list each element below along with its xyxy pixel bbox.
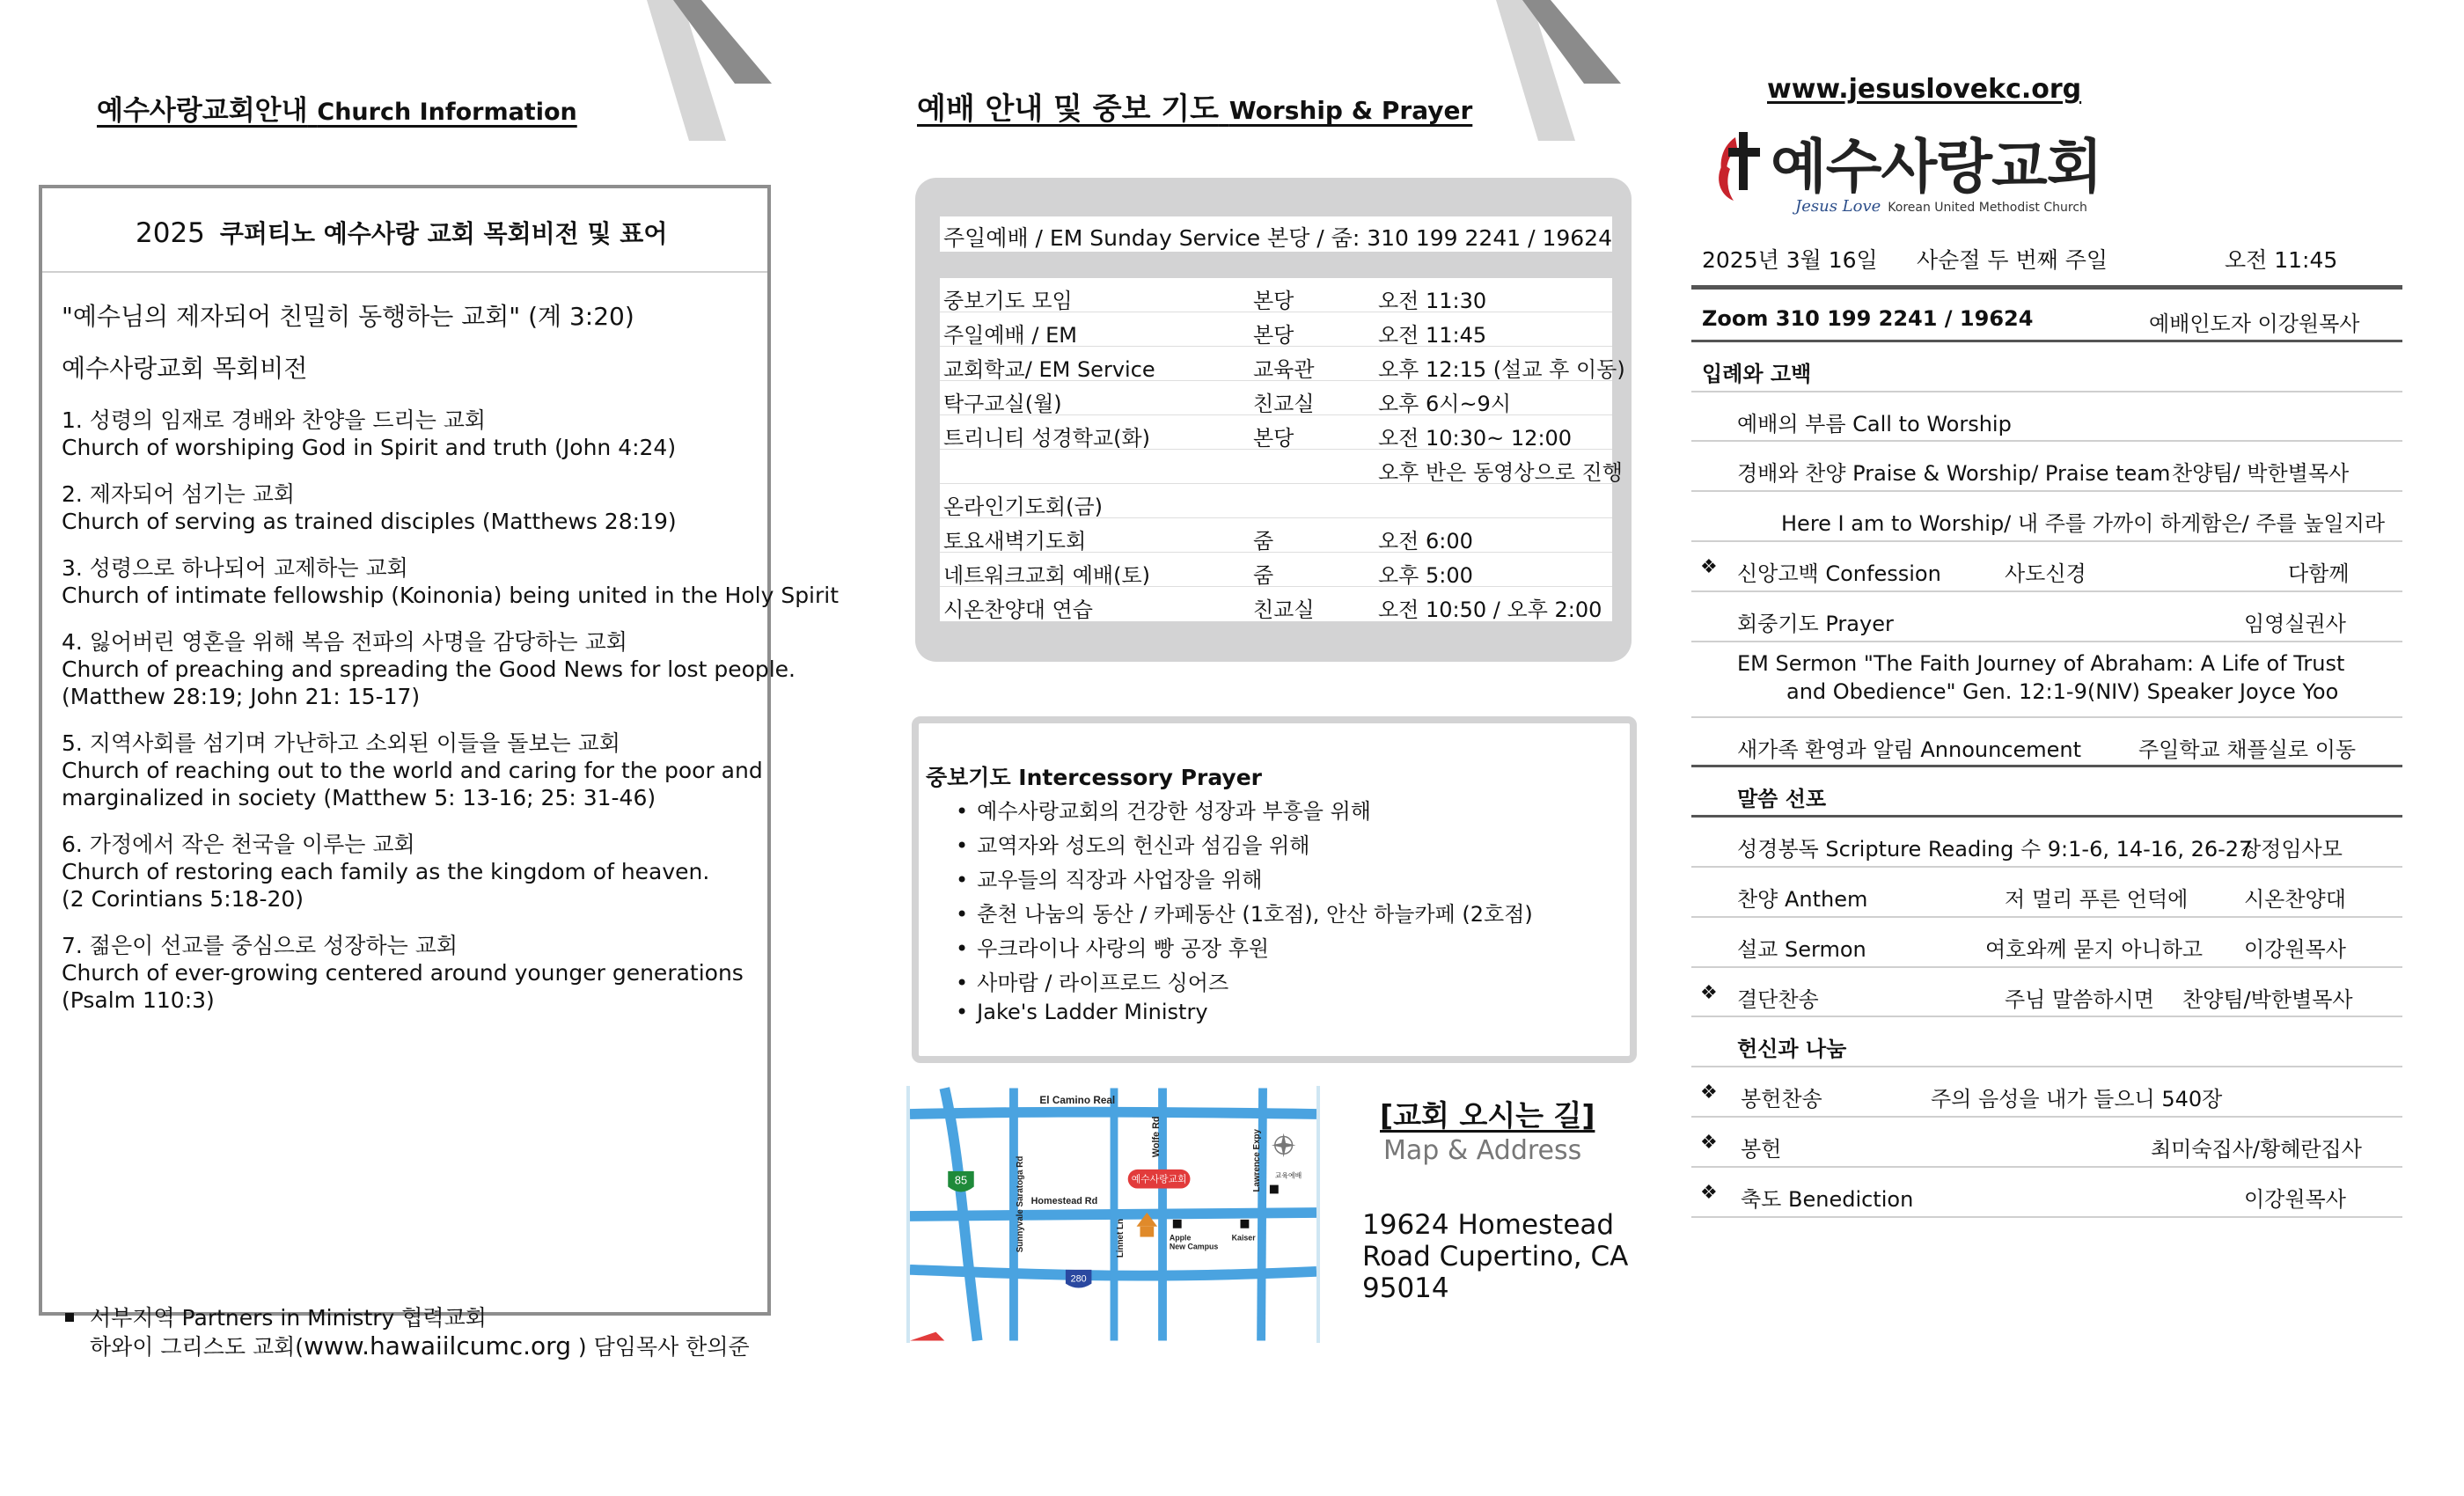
church-info-title-ko: 예수사랑교회안내 [97, 95, 308, 127]
church-logo-subtitle [1795, 197, 2087, 216]
address-line: 95014 [1362, 1272, 1449, 1304]
schedule-place: 본당 [1253, 323, 1294, 348]
worship-title-ko: 예배 안내 및 중보 기도 [917, 92, 1219, 127]
church-info-title [97, 88, 577, 128]
vision-subtitle: 예수사랑교회 목회비전 [62, 354, 308, 383]
schedule-name: 네트워크교회 예배(토) [943, 563, 1151, 588]
schedule-row [940, 553, 1612, 587]
vision-item-en: Church of reaching out to the world and caring for the poor and [62, 758, 763, 783]
order-item [1691, 542, 2402, 592]
label-wolfe: Wolfe Rd [1151, 1116, 1162, 1158]
schedule-name: 시온찬양대 연습 [943, 598, 1093, 622]
order-item-leader: 이강원목사 [2244, 1186, 2346, 1212]
schedule-time: 오전 11:45 [1378, 323, 1487, 348]
order-item [1691, 818, 2402, 868]
em-sermon-line1: EM Sermon "The Faith Journey of Abraham: A Life of Trust [1737, 650, 2345, 676]
schedule-place: 본당 [1253, 426, 1294, 451]
hwy-280-label: 280 [1070, 1273, 1087, 1285]
schedule-row [940, 381, 1612, 415]
prayer-item: • 사마람 / 라이프로드 싱어즈 [956, 965, 1533, 1000]
hwy-85-label: 85 [954, 1173, 968, 1187]
zoom-row [1691, 292, 2402, 342]
zoom-info: Zoom 310 199 2241 / 19624 [1702, 306, 2034, 331]
hwy-280-shield [1066, 1270, 1091, 1288]
order-item [1691, 492, 2402, 542]
vision-item-en: Church of worshiping God in Spirit and truth (John 4:24) [62, 435, 677, 460]
schedule-place: 친교실 [1253, 392, 1315, 416]
vision-item-en: (Psalm 110:3) [62, 987, 215, 1013]
order-item-title: 회중기도 Prayer [1737, 611, 1894, 636]
order-item-title: 성경봉독 Scripture Reading 수 9:1-6, 14-16, 26-27 [1737, 837, 2253, 862]
service-time: 오전 11:45 [2225, 247, 2338, 273]
diamond-bullet-icon: ❖ [1700, 1131, 1718, 1154]
prayer-item: • 교우들의 직장과 사업장을 위해 [956, 862, 1533, 897]
order-item-title: 새가족 환영과 알림 Announcement [1737, 737, 2082, 762]
label-linnet: Linnet Ln [1115, 1218, 1126, 1258]
order-item-leader: 이강원목사 [2244, 936, 2346, 962]
order-item [1691, 642, 2402, 718]
vision-item-en: (2 Corintians 5:18-20) [62, 886, 304, 912]
order-item-detail: 저 멀리 푸른 언덕에 [2005, 886, 2189, 912]
schedule-time: 오후 6시~9시 [1378, 392, 1512, 416]
diamond-bullet-icon: ❖ [1700, 1181, 1718, 1204]
vision-item-ko: 1. 성령의 임재로 경배와 찬양을 드리는 교회 [62, 407, 487, 433]
order-item [1691, 1168, 2402, 1218]
school-marker [1270, 1185, 1279, 1194]
vision-heading-text: 쿠퍼티노 예수사랑 교회 목회비전 및 표어 [219, 219, 668, 248]
order-item [1691, 392, 2402, 443]
vision-item [62, 554, 840, 609]
order-of-worship [1691, 292, 2402, 1218]
order-item-detail: 사도신경 [2005, 561, 2086, 586]
decorative-slash [1496, 0, 1628, 141]
church-marker-label: 예수사랑교회 [1131, 1173, 1187, 1185]
schedule-time: 오후 12:15 (설교 후 이동) [1378, 357, 1625, 382]
order-item-leader: 다함께 [2288, 561, 2350, 586]
order-item [1691, 868, 2402, 918]
vision-item-ko: 2. 제자되어 섬기는 교회 [62, 481, 296, 507]
vision-item-en: Church of serving as trained disciples (Matthews 28:19) [62, 509, 677, 534]
schedule-name: 주일예배 / EM [943, 323, 1077, 348]
service-date-row [1702, 243, 2406, 285]
partners-section [65, 1304, 750, 1361]
road-lawrence [1261, 1088, 1263, 1340]
order-item-detail: 여호와께 묻지 아니하고 [1985, 936, 2204, 962]
label-lawrence: Lawrence Expy [1252, 1128, 1263, 1192]
order-item [1691, 968, 2402, 1018]
order-item-title: 신앙고백 Confession [1737, 561, 1941, 586]
order-item-leader: 찬양팀/박한별목사 [2182, 986, 2353, 1012]
intercessory-prayer-panel [912, 716, 1637, 1063]
vision-item [62, 407, 766, 461]
prayer-item: • Jake's Ladder Ministry [956, 1000, 1533, 1034]
order-item-detail: 주님 말씀하시면 [2005, 986, 2154, 1012]
vision-year: 2025 [136, 217, 205, 249]
diamond-bullet-icon: ❖ [1700, 981, 1718, 1004]
partners-link[interactable]: www.hawaiilcumc.org [304, 1331, 571, 1360]
schedule-table [940, 278, 1625, 622]
section-title: 헌신과 나눔 [1737, 1037, 1847, 1062]
vision-item-ko: 6. 가정에서 작은 천국을 이루는 교회 [62, 832, 415, 857]
order-item-title: 설교 Sermon [1737, 936, 1866, 962]
partners-church: 하와이 그리스도 교회( [90, 1334, 304, 1360]
vision-item-en: Church of preaching and spreading the Good News for lost people. [62, 656, 796, 682]
order-item-leader: 임영실권사 [2244, 611, 2346, 636]
vision-item-ko: 3. 성령으로 하나되어 교제하는 교회 [62, 555, 408, 581]
vision-panel [39, 185, 840, 1360]
order-item-note: 주일학교 채플실로 이동 [2138, 737, 2357, 762]
schedule-place: 친교실 [1253, 598, 1315, 622]
schedule-name: 중보기도 모임 [943, 289, 1073, 313]
vision-heading [42, 188, 767, 273]
label-homestead: Homestead Rd [1030, 1196, 1098, 1207]
schedule-row [940, 312, 1612, 347]
apple-marker [1173, 1220, 1182, 1228]
schedule-name: 탁구교실(월) [943, 392, 1062, 416]
church-info-title-en: Church Information [317, 99, 577, 126]
vision-item [62, 480, 766, 535]
schedule-row [940, 278, 1612, 312]
prayer-item: • 예수사랑교회의 건강한 성장과 부흥을 위해 [956, 794, 1533, 828]
vision-item-en: Church of ever-growing centered around younger generations [62, 960, 744, 986]
order-item-title: 축도 Benediction [1741, 1186, 1914, 1212]
schedule-time: 오전 10:30~ 12:00 [1378, 426, 1573, 451]
schedule-place: 본당 [1253, 289, 1294, 313]
church-address [1362, 1209, 1653, 1304]
schedule-time: 오전 11:30 [1378, 289, 1487, 313]
label-school: 교육예배 [1274, 1171, 1302, 1180]
schedule-row [940, 484, 1612, 518]
divider [1691, 285, 2402, 290]
partners-pastor: ) 담임목사 한의준 [570, 1334, 750, 1360]
map-title: [교회 오시는 길] [1380, 1098, 1595, 1133]
section-title: 말씀 선포 [1737, 787, 1827, 812]
schedule-row [940, 518, 1612, 553]
label-el-camino: El Camino Real [1039, 1095, 1116, 1107]
order-item [1691, 592, 2402, 642]
kaiser-marker [1240, 1220, 1249, 1228]
worship-leader: 예배인도자 이강원목사 [2149, 312, 2360, 336]
service-date: 2025년 3월 16일 [1702, 247, 1878, 273]
address-line: Road Cupertino, CA [1362, 1241, 1629, 1272]
schedule-place: 줌 [1253, 529, 1274, 554]
vision-item [62, 932, 766, 1014]
vision-item-en: marginalized in society (Matthew 5: 13-16; 25: 31-46) [62, 785, 656, 810]
hwy-85-shield [948, 1171, 973, 1192]
order-item-title: 예배의 부름 Call to Worship [1737, 411, 2012, 436]
schedule-name: 교회학교/ EM Service [943, 357, 1155, 382]
vision-item-en: Church of restoring each family as the kingdom of heaven. [62, 859, 710, 884]
schedule-name: 온라인기도회(금) [943, 495, 1104, 519]
address-line: 19624 Homestead [1362, 1209, 1615, 1241]
liturgical-sunday: 사순절 두 번째 주일 [1917, 247, 2108, 273]
sunday-service-line: 주일예배 / EM Sunday Service 본당 / 줌: 310 199 2241 / 19624 [940, 216, 1612, 252]
order-item-title: 봉헌 [1741, 1136, 1782, 1162]
diamond-bullet-icon: ❖ [1700, 555, 1718, 578]
cross-flame-logo-icon [1711, 128, 1769, 208]
vision-item-ko: 7. 젊은이 선교를 중심으로 성장하는 교회 [62, 933, 458, 958]
section-heading [1691, 342, 2402, 392]
schedule-name: 토요새벽기도회 [943, 529, 1087, 554]
order-item-leader: 찬양팀/ 박한별목사 [2172, 461, 2350, 487]
vision-motto: "예수님의 제자되어 친밀히 동행하는 교회" (계 3:20) [62, 302, 634, 331]
order-item-leader: 시온찬양대 [2244, 886, 2346, 912]
schedule-row [940, 450, 1623, 485]
schedule-row [940, 347, 1625, 382]
label-apple-campus: New Campus [1169, 1242, 1219, 1251]
schedule-time: 오전 6:00 [1378, 529, 1473, 554]
vision-item [62, 730, 766, 811]
schedule-row [940, 415, 1612, 450]
schedule-name: 트리니티 성경학교(화) [943, 426, 1151, 451]
order-item-leader: 장정임사모 [2240, 837, 2343, 862]
prayer-item: • 우크라이나 사랑의 빵 공장 후원 [956, 931, 1533, 965]
order-item [1691, 1067, 2402, 1118]
vision-item-en: (Matthew 28:19; John 21: 15-17) [62, 684, 421, 709]
vision-item-ko: 5. 지역사회를 섬기며 가난하고 소외된 이들을 돌보는 교회 [62, 730, 620, 756]
prayer-item: • 교역자와 성도의 헌신과 섬김을 위해 [956, 828, 1533, 862]
order-item-title: 경배와 찬양 Praise & Worship/ Praise team [1737, 461, 2171, 487]
decorative-slash [647, 0, 779, 141]
section-heading [1691, 1017, 2402, 1067]
vision-item-en: Church of intimate fellowship (Koinonia) being united in the Holy Spirit [62, 583, 840, 608]
schedule-time: 오후 반은 동영상으로 진행 [1378, 460, 1623, 485]
prayer-title: 중보기도 Intercessory Prayer [926, 765, 1263, 790]
church-logo-text: 예수사랑교회 [1771, 133, 2102, 201]
partners-heading: 서부지역 Partners in Ministry 협력교회 [90, 1305, 487, 1331]
order-item-detail: 주의 음성을 내가 들으니 540장 [1931, 1087, 2223, 1112]
vision-item [62, 628, 796, 710]
schedule-time: 오전 10:50 / 오후 2:00 [1378, 598, 1602, 622]
vision-item [62, 831, 766, 913]
logo-english: Korean United Methodist Church [1888, 201, 2087, 215]
label-kaiser: Kaiser [1231, 1233, 1256, 1243]
location-map[interactable] [906, 1086, 1320, 1343]
worship-title-en: Worship & Prayer [1228, 96, 1473, 125]
order-item-title: 찬양 Anthem [1737, 886, 1868, 912]
schedule-time: 오후 5:00 [1378, 563, 1473, 588]
square-bullet-icon [65, 1313, 74, 1322]
schedule-row [940, 587, 1612, 621]
schedule-place: 줌 [1253, 563, 1274, 588]
order-item [1691, 918, 2402, 968]
order-item-songs: Here I am to Worship/ 내 주를 가까이 하게함은/ 주를 높일지라 [1781, 511, 2386, 537]
label-apple: Apple [1169, 1233, 1192, 1243]
order-item [1691, 718, 2402, 768]
prayer-list [956, 794, 1533, 1034]
order-item [1691, 1118, 2402, 1168]
schedule-panel [915, 178, 1632, 662]
vision-body [62, 302, 840, 1014]
prayer-item: • 춘천 나눔의 동산 / 카페동산 (1호점), 안산 하늘카페 (2호점) [956, 897, 1533, 931]
order-item-title: 봉헌찬송 [1741, 1087, 1822, 1112]
website-link[interactable]: www.jesuslovekc.org [1767, 74, 2082, 105]
vision-item-ko: 4. 잃어버린 영혼을 위해 복음 전파의 사명을 감당하는 교회 [62, 629, 627, 655]
schedule-place: 교육관 [1253, 357, 1315, 382]
order-item-leader: 최미숙집사/황혜란집사 [2151, 1136, 2362, 1162]
diamond-bullet-icon: ❖ [1700, 1082, 1718, 1104]
section-heading [1691, 767, 2402, 818]
em-sermon-line2: and Obedience" Gen. 12:1-9(NIV) Speaker Joyce Yoo [1786, 678, 2339, 704]
worship-prayer-title [917, 84, 1472, 128]
order-item-title: 결단찬송 [1737, 986, 1819, 1012]
logo-script: Jesus Love [1795, 197, 1881, 216]
label-sunnyvale-saratoga: Sunnyvale Saratoga Rd [1015, 1155, 1025, 1253]
map-subtitle: Map & Address [1383, 1135, 1582, 1166]
section-title: 입례와 고백 [1702, 361, 1812, 386]
order-item [1691, 442, 2402, 492]
